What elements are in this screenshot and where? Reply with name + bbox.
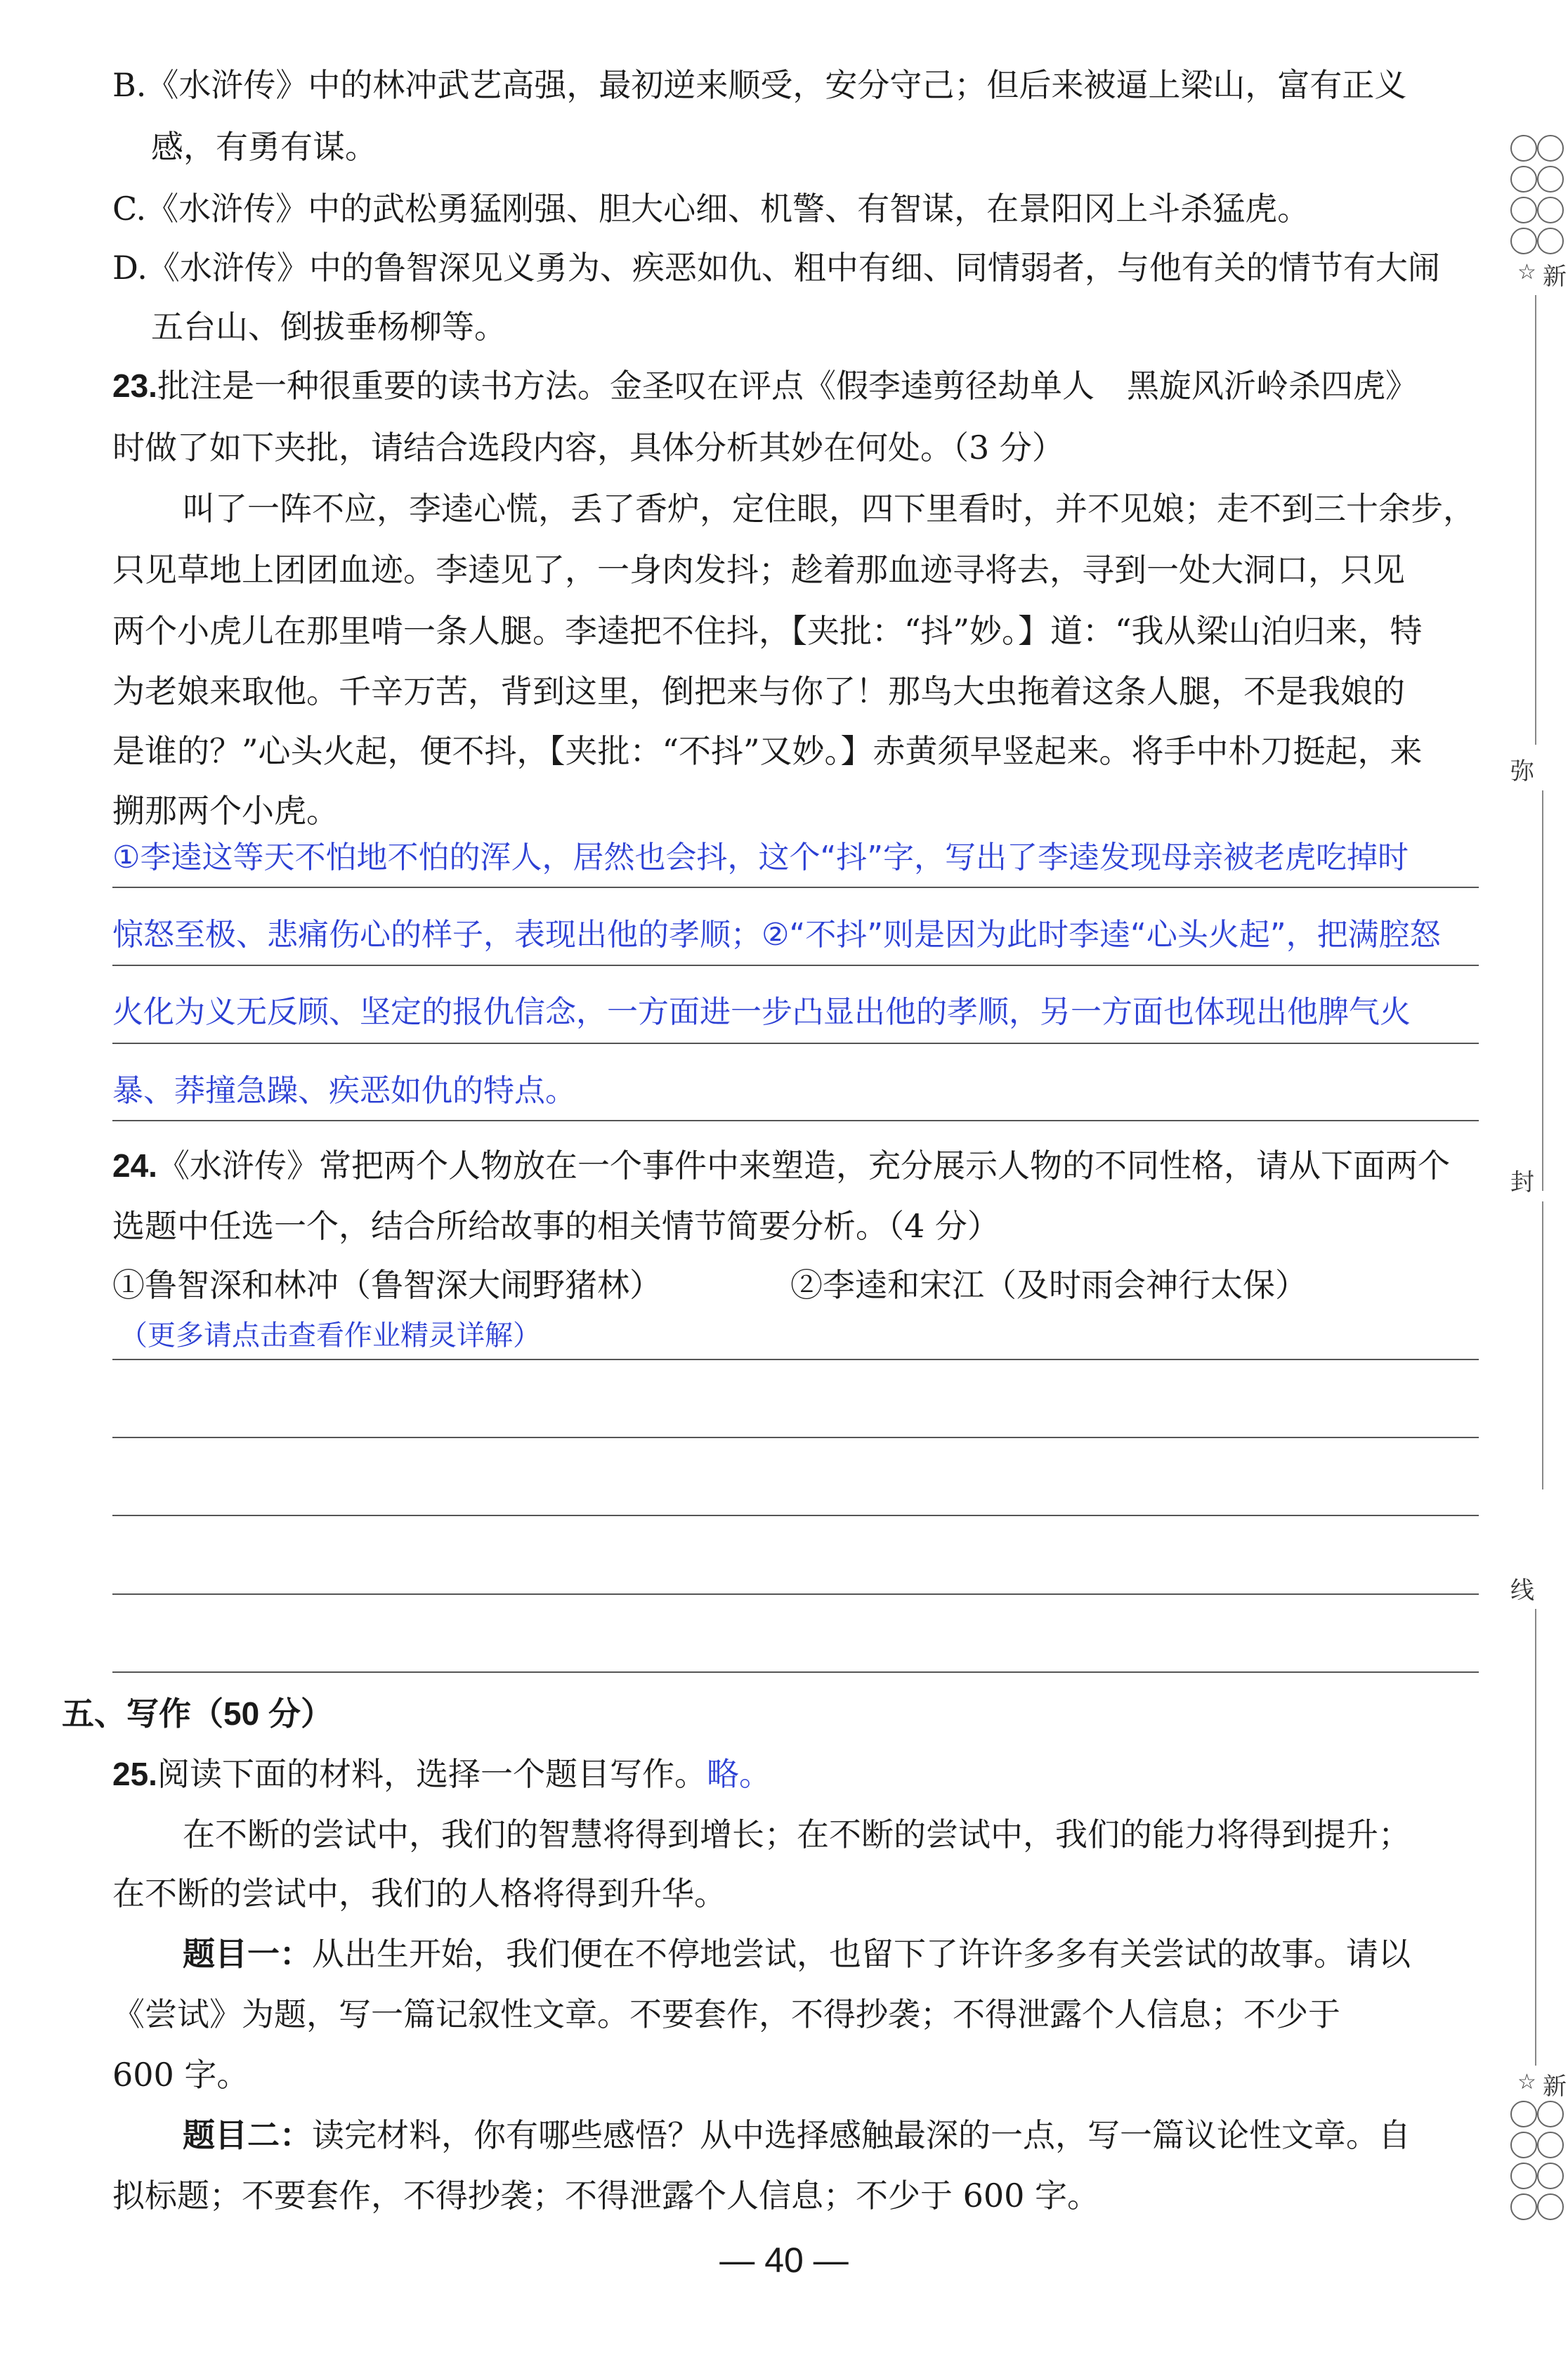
topic1-text: 从出生开始，我们便在不停地尝试，也留下了许许多多有关尝试的故事。请以 — [312, 1935, 1411, 1973]
margin-label-mi: 弥 — [1510, 757, 1534, 785]
option-d-line2: 五台山、倒拔垂杨柳等。 — [151, 308, 507, 346]
q24-prompt-line2: 选题中任选一个，结合所给故事的相关情节简要分析。（4 分） — [112, 1207, 1000, 1245]
margin-line — [1535, 1609, 1536, 2066]
q24-prompt-line1 — [112, 1145, 1450, 1186]
topic2-label: 题目二： — [183, 2116, 312, 2154]
q23-passage-line1: 叫了一阵不应，李逵心慌，丢了香炉，定住眼，四下里看时，并不见娘；走不到三十余步， — [183, 490, 1475, 528]
q24-text1: 《水浒传》常把两个人物放在一个事件中来塑造，充分展示人物的不同性格，请从下面两个 — [157, 1147, 1450, 1185]
q23-passage-line5: 是谁的？”心头火起，便不抖，【夹批：“不抖”又妙。】赤黄须早竖起来。将手中朴刀挺起，来 — [112, 732, 1423, 770]
margin-line — [1535, 295, 1536, 745]
margin-circles-top — [1510, 135, 1568, 259]
margin-label-xian: 线 — [1510, 1577, 1534, 1605]
q23-passage-line4: 为老娘来取他。千辛万苦，背到这里，倒把来与你了！那鸟大虫拖着这条人腿，不是我娘的 — [112, 672, 1405, 710]
q23-number: 23. — [112, 367, 157, 404]
topic2-text: 读完材料，你有哪些感悟？从中选择感触最深的一点，写一篇议论性文章。自 — [312, 2116, 1411, 2154]
q25-number: 25. — [112, 1756, 157, 1792]
margin-line — [1542, 790, 1543, 1191]
margin-label-new-bottom: 新 — [1543, 2073, 1567, 2101]
q23-answer-line3: 火化为义无反顾、坚定的报仇信念，一方面进一步凸显出他的孝顺，另一方面也体现出他脾气火 — [112, 994, 1411, 1030]
q25-topic1-line1 — [183, 1934, 1411, 1974]
q23-answer-line2: 惊怒至极、悲痛伤心的样子，表现出他的孝顺；②“不抖”则是因为此时李逵“心头火起”，把满腔怒 — [112, 917, 1441, 953]
q25-material-line1: 在不断的尝试中，我们的智慧将得到增长；在不断的尝试中，我们的能力将得到提升； — [183, 1815, 1411, 1853]
margin-label-feng: 封 — [1510, 1168, 1534, 1196]
q23-prompt-line1 — [112, 365, 1418, 406]
q24-more-link[interactable]: （更多请点击查看作业精灵详解） — [119, 1319, 541, 1352]
q23-passage-line3: 两个小虎儿在那里啃一条人腿。李逵把不住抖，【夹批：“抖”妙。】道：“我从梁山泊归来，特 — [112, 612, 1423, 650]
q23-answer-line4: 暴、莽撞急躁、疾恶如仇的特点。 — [112, 1073, 576, 1109]
option-b-line1: B.《水浒传》中的林冲武艺高强，最初逆来顺受，安分守己；但后来被逼上梁山，富有正义 — [112, 66, 1407, 104]
q24-number: 24. — [112, 1147, 157, 1184]
star-icon: ☆ — [1517, 2070, 1536, 2094]
margin-label-new-top: 新 — [1543, 263, 1567, 291]
q23-text1: 批注是一种很重要的读书方法。金圣叹在评点《假李逵剪径劫单人 黑旋风沂岭杀四虎》 — [157, 367, 1418, 405]
q23-answer-line1: ①李逵这等天不怕地不怕的浑人，居然也会抖，这个“抖”字，写出了李逵发现母亲被老虎吃掉时 — [112, 840, 1409, 875]
page-number: — 40 — — [719, 2241, 849, 2280]
section5-title: 五、写作（50 分） — [62, 1695, 333, 1732]
q24-option2: ②李逵和宋江（及时雨会神行太保） — [790, 1266, 1307, 1304]
answer-rule — [112, 887, 1479, 888]
q25-text: 阅读下面的材料，选择一个题目写作。 — [157, 1755, 707, 1793]
star-icon: ☆ — [1517, 260, 1536, 285]
q25-topic2-line1 — [183, 2115, 1411, 2156]
answer-rule — [112, 1671, 1479, 1673]
q23-prompt-line2: 时做了如下夹批，请结合选段内容，具体分析其妙在何处。（3 分） — [112, 429, 1064, 467]
option-c-line1: C.《水浒传》中的武松勇猛刚强、胆大心细、机警、有智谋，在景阳冈上斗杀猛虎。 — [112, 190, 1310, 228]
option-b-line2: 感，有勇有谋。 — [151, 128, 377, 166]
margin-line — [1542, 1201, 1543, 1489]
topic1-label: 题目一： — [183, 1935, 312, 1973]
answer-rule — [112, 1593, 1479, 1595]
answer-rule — [112, 1120, 1479, 1121]
margin-circles-bottom — [1510, 2101, 1568, 2224]
q25-prompt — [112, 1754, 771, 1794]
option-d-line1: D.《水浒传》中的鲁智深见义勇为、疾恶如仇、粗中有细、同情弱者，与他有关的情节有大闹 — [112, 249, 1440, 287]
answer-rule — [112, 1043, 1479, 1044]
q25-topic2-line2: 拟标题；不要套作，不得抄袭；不得泄露个人信息；不少于 600 字。 — [112, 2177, 1100, 2215]
q23-passage-line6: 搠那两个小虎。 — [112, 792, 339, 830]
q24-option1: ①鲁智深和林冲（鲁智深大闹野猪林） — [112, 1266, 662, 1304]
q25-material-line2: 在不断的尝试中，我们的人格将得到升华。 — [112, 1874, 726, 1912]
answer-rule — [112, 1437, 1479, 1438]
q25-topic1-line2: 《尝试》为题，写一篇记叙性文章。不要套作，不得抄袭；不得泄露个人信息；不少于 — [112, 1995, 1340, 2033]
q25-answer: 略。 — [706, 1755, 771, 1793]
q23-passage-line2: 只见草地上团团血迹。李逵见了，一身肉发抖；趁着那血迹寻将去，寻到一处大洞口，只见 — [112, 551, 1405, 589]
answer-rule — [112, 1515, 1479, 1516]
q25-topic1-line3: 600 字。 — [112, 2056, 249, 2094]
answer-rule — [112, 1359, 1479, 1360]
answer-rule — [112, 965, 1479, 966]
